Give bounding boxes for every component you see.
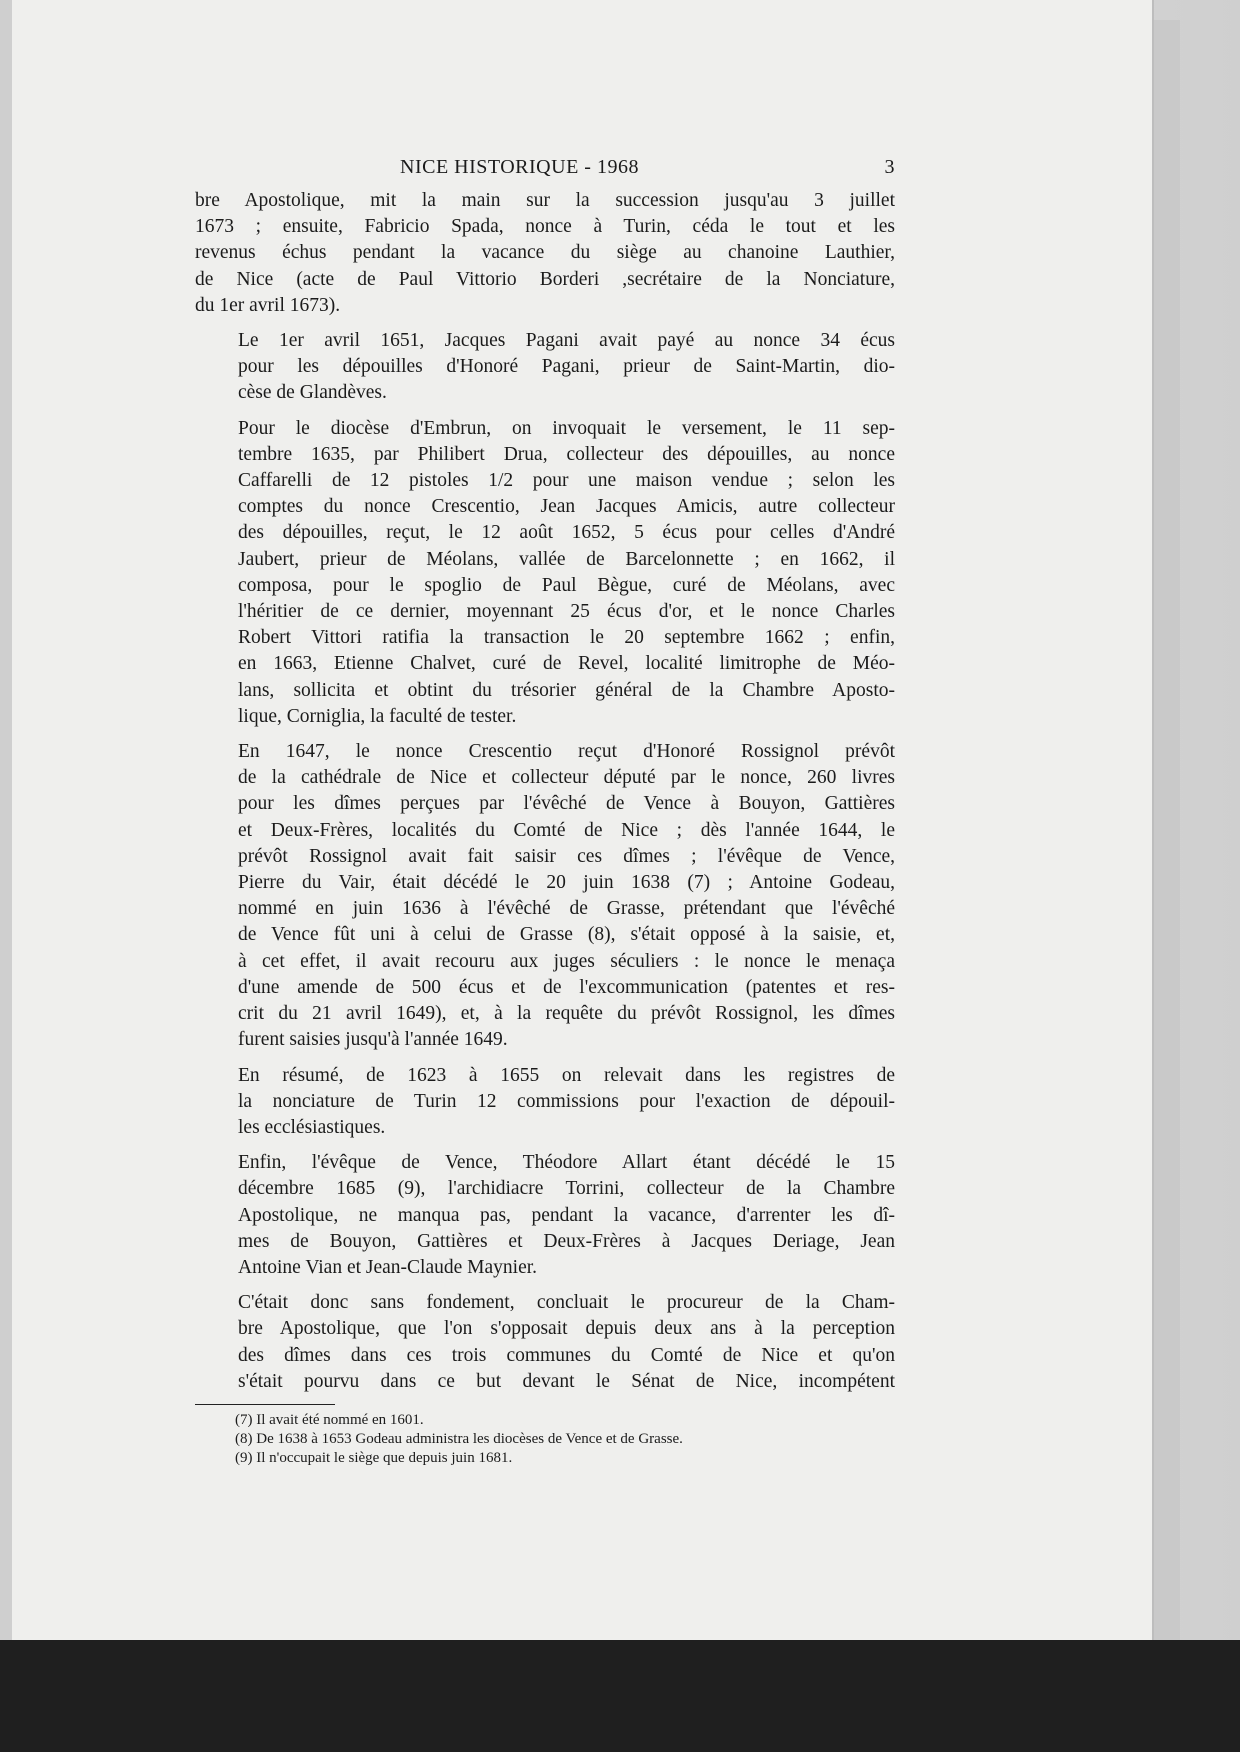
text-line: lique, Corniglia, la faculté de tester.: [238, 705, 517, 727]
paragraph: [195, 328, 895, 407]
text-line: l'héritier de ce dernier, moyennant 25 écus d'or, et le nonce Charles: [238, 601, 895, 623]
text-line: composa, pour le spoglio de Paul Bègue, curé de Méolans, avec: [238, 574, 895, 596]
page-number: 3: [884, 156, 895, 178]
text-line: bre Apostolique, que l'on s'opposait depuis deux ans à la perception: [238, 1318, 895, 1340]
footnote-8: (8) De 1638 à 1653 Godeau administra les diocèses de Vence et de Grasse.: [235, 1430, 683, 1447]
text-line: En résumé, de 1623 à 1655 on relevait dans les registres de: [238, 1064, 895, 1086]
text-line: s'était pourvu dans ce but devant le Sénat de Nice, incompétent: [238, 1370, 895, 1392]
footnote-7: (7) Il avait été nommé en 1601.: [235, 1411, 424, 1428]
text-line: Le 1er avril 1651, Jacques Pagani avait payé au nonce 34 écus: [238, 330, 895, 352]
text-line: nommé en juin 1636 à l'évêché de Grasse, prétendant que l'évêché: [238, 898, 895, 920]
text-line: comptes du nonce Crescentio, Jean Jacques Amicis, autre collecteur: [238, 496, 895, 518]
text-line: En 1647, le nonce Crescentio reçut d'Honoré Rossignol prévôt: [238, 741, 895, 763]
text-line: Enfin, l'évêque de Vence, Théodore Allart étant décédé le 15: [238, 1152, 895, 1174]
text-line: C'était donc sans fondement, concluait le procureur de la Cham-: [238, 1292, 895, 1314]
text-line: du 1er avril 1673).: [195, 294, 341, 316]
footnote-9: (9) Il n'occupait le siège que depuis juin 1681.: [235, 1449, 513, 1466]
running-title: NICE HISTORIQUE - 1968: [400, 156, 639, 178]
text-line: Apostolique, ne manqua pas, pendant la vacance, d'arrenter les dî-: [238, 1204, 895, 1226]
text-line: Caffarelli de 12 pistoles 1/2 pour une maison vendue ; selon les: [238, 470, 895, 492]
text-line: revenus échus pendant la vacance du siège au chanoine Lauthier,: [195, 242, 895, 264]
text-line: 1673 ; ensuite, Fabricio Spada, nonce à Turin, céda le tout et les: [195, 216, 895, 238]
body-text: [195, 188, 895, 1395]
text-line: de Nice (acte de Paul Vittorio Borderi ,secrétaire de la Nonciature,: [195, 268, 895, 290]
paragraph: [195, 739, 895, 1053]
paragraph: [195, 1150, 895, 1281]
text-line: prévôt Rossignol avait fait saisir ces dîmes ; l'évêque de Vence,: [238, 845, 895, 867]
text-line: de la cathédrale de Nice et collecteur député par le nonce, 260 livres: [238, 767, 895, 789]
text-line: crit du 21 avril 1649), et, à la requête du prévôt Rossignol, les dîmes: [238, 1003, 895, 1025]
footnote-separator: [195, 1404, 335, 1405]
text-line: à cet effet, il avait recouru aux juges séculiers : le nonce le menaça: [238, 950, 895, 972]
text-line: des dîmes dans ces trois communes du Comté de Nice et qu'on: [238, 1344, 895, 1366]
text-line: la nonciature de Turin 12 commissions pour l'exaction de dépouil-: [238, 1090, 895, 1112]
paragraph: [195, 188, 895, 319]
paragraph: [195, 1063, 895, 1142]
text-line: Robert Vittori ratifia la transaction le 20 septembre 1662 ; enfin,: [238, 627, 895, 649]
text-line: tembre 1635, par Philibert Drua, collecteur des dépouilles, au nonce: [238, 443, 895, 465]
text-line: Antoine Vian et Jean-Claude Maynier.: [238, 1256, 538, 1278]
text-line: bre Apostolique, mit la main sur la succession jusqu'au 3 juillet: [195, 190, 895, 211]
text-line: Pierre du Vair, était décédé le 20 juin 1638 (7) ; Antoine Godeau,: [238, 872, 895, 894]
text-line: en 1663, Etienne Chalvet, curé de Revel, localité limitrophe de Méo-: [238, 653, 895, 675]
text-line: lans, sollicita et obtint du trésorier général de la Chambre Aposto-: [238, 679, 895, 701]
page-content: [195, 156, 895, 1468]
paragraph: [195, 1290, 895, 1395]
text-line: furent saisies jusqu'à l'année 1649.: [238, 1029, 508, 1051]
text-line: mes de Bouyon, Gattières et Deux-Frères à Jacques Deriage, Jean: [238, 1230, 895, 1252]
scanner-bed: [0, 1640, 1240, 1752]
text-line: Jaubert, prieur de Méolans, vallée de Barcelonnette ; en 1662, il: [238, 548, 895, 570]
text-line: pour les dépouilles d'Honoré Pagani, prieur de Saint-Martin, dio-: [238, 356, 895, 378]
text-line: les ecclésiastiques.: [238, 1116, 386, 1138]
text-line: des dépouilles, reçut, le 12 août 1652, 5 écus pour celles d'André: [238, 522, 895, 544]
paragraph: [195, 416, 895, 730]
text-line: décembre 1685 (9), l'archidiacre Torrini, collecteur de la Chambre: [238, 1178, 895, 1200]
text-line: d'une amende de 500 écus et de l'excommunication (patentes et res-: [238, 976, 895, 998]
running-head: [195, 156, 895, 188]
text-line: et Deux-Frères, localités du Comté de Nice ; dès l'année 1644, le: [238, 819, 895, 841]
text-line: Pour le diocèse d'Embrun, on invoquait le versement, le 11 sep-: [238, 417, 895, 439]
text-line: pour les dîmes perçues par l'évêché de Vence à Bouyon, Gattières: [238, 793, 895, 815]
text-line: de Vence fût uni à celui de Grasse (8), s'était opposé à la saisie, et,: [238, 924, 895, 946]
text-line: cèse de Glandèves.: [238, 382, 387, 404]
